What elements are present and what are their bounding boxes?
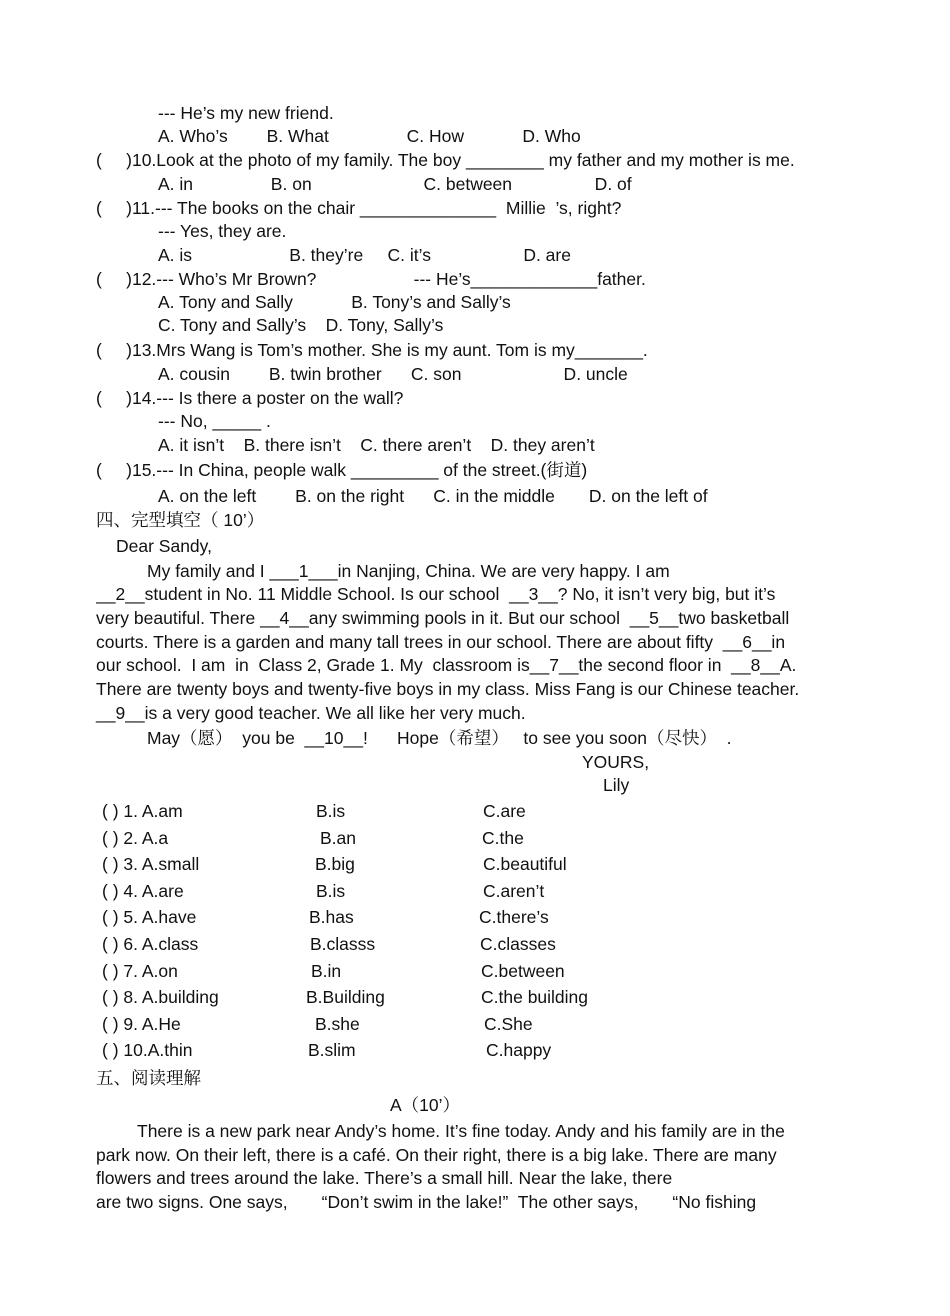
option-b: B.she xyxy=(315,1013,360,1034)
cloze-line-1: My family and I ___1___in Nanjing, China. We are very happy. I am xyxy=(147,561,670,581)
passage-title: A（10’） xyxy=(390,1095,461,1115)
q14-options: A. it isn’t B. there isn’t C. there aren’t D. they aren’t xyxy=(158,435,595,455)
option-c: C.beautiful xyxy=(483,854,567,875)
q14-reply: --- No, _____ . xyxy=(158,411,271,431)
option-c: C.She xyxy=(484,1013,533,1034)
passage-line-2: park now. On their left, there is a café. On their right, there is a big lake. There are many xyxy=(96,1145,777,1165)
option-a: ( ) 9. A.He xyxy=(102,1013,181,1034)
cloze-line-7: __9__is a very good teacher. We all like her very much. xyxy=(96,703,526,723)
option-b: B.big xyxy=(315,854,355,875)
option-a: ( ) 10.A.thin xyxy=(102,1040,193,1061)
option-a: ( ) 2. A.a xyxy=(102,827,169,848)
q11-reply: --- Yes, they are. xyxy=(158,221,287,241)
option-a: ( ) 5. A.have xyxy=(102,907,197,928)
passage-line-3: flowers and trees around the lake. There’s a small hill. Near the lake, there xyxy=(96,1168,673,1188)
option-b: B.is xyxy=(316,880,346,901)
option-b: B.slim xyxy=(308,1040,356,1061)
letter-closing: YOURS, xyxy=(582,752,650,772)
option-b: B.is xyxy=(316,801,346,821)
cloze-line-4: courts. There is a garden and many tall trees in our school. There are about fifty __6__in xyxy=(96,632,786,652)
option-c: C.between xyxy=(481,960,565,981)
q12-question: ( )12.--- Who’s Mr Brown? --- He’s_____________father. xyxy=(96,269,646,289)
option-c: C.classes xyxy=(480,933,556,954)
cloze-line-2: __2__student in No. 11 Middle School. Is our school __3__? No, it isn’t very big, but it’s xyxy=(96,584,776,604)
letter-greeting: Dear Sandy, xyxy=(116,536,212,556)
q12-options-1: A. Tony and Sally B. Tony’s and Sally’s xyxy=(158,292,511,312)
option-a: ( ) 3. A.small xyxy=(102,854,200,875)
option-c: C.aren’t xyxy=(483,880,545,901)
option-b: B.an xyxy=(320,827,356,848)
passage-line-1: There is a new park near Andy’s home. It’s fine today. Andy and his family are in the xyxy=(137,1121,785,1141)
q13-options: A. cousin B. twin brother C. son D. uncle xyxy=(158,364,628,384)
letter-signature: Lily xyxy=(603,775,630,795)
option-c: C.there’s xyxy=(479,907,549,928)
q15-options: A. on the left B. on the right C. in the middle D. on the left of xyxy=(158,486,708,506)
q15-question: ( )15.--- In China, people walk _________ of the street.(街道) xyxy=(96,460,588,480)
q12-options-2: C. Tony and Sally’s D. Tony, Sally’s xyxy=(158,315,444,335)
cloze-line-5: our school. I am in Class 2, Grade 1. My classroom is__7__the second floor in __8__A. xyxy=(96,655,797,675)
cloze-line-8: May（愿） you be __10__! Hope（希望） to see you soon（尽快） . xyxy=(147,728,732,748)
q11-options: A. is B. they’re C. it’s D. are xyxy=(158,245,571,265)
option-c: C.the xyxy=(482,827,524,848)
option-a: ( ) 7. A.on xyxy=(102,960,178,981)
option-a: ( ) 1. A.am xyxy=(102,801,183,821)
option-c: C.the building xyxy=(481,987,589,1008)
q10-question: ( )10.Look at the photo of my family. The boy ________ my father and my mother is me. xyxy=(96,150,795,170)
option-c: C.happy xyxy=(486,1040,552,1061)
option-c: C.are xyxy=(483,801,526,821)
section5-heading: 五、阅读理解 xyxy=(96,1068,201,1088)
option-b: B.Building xyxy=(306,987,385,1008)
q9-options: A. Who’s B. What C. How D. Who xyxy=(158,126,581,146)
option-a: ( ) 8. A.building xyxy=(102,987,219,1008)
option-b: B.in xyxy=(311,960,342,981)
cloze-line-6: There are twenty boys and twenty-five boys in my class. Miss Fang is our Chinese teacher. xyxy=(96,679,800,699)
option-b: B.classs xyxy=(310,933,376,954)
option-b: B.has xyxy=(309,907,354,928)
cloze-line-3: very beautiful. There __4__any swimming pools in it. But our school __5__two basketball xyxy=(96,608,790,628)
q9-answer-line: --- He’s my new friend. xyxy=(158,103,334,123)
passage-line-4: are two signs. One says, “Don’t swim in the lake!” The other says, “No fishing xyxy=(96,1192,757,1212)
option-a: ( ) 6. A.class xyxy=(102,933,199,954)
q10-options: A. in B. on C. between D. of xyxy=(158,174,632,194)
q11-question: ( )11.--- The books on the chair ______________ Millie ’s, right? xyxy=(96,198,622,218)
section4-heading: 四、完型填空（ 10’） xyxy=(96,510,265,530)
q13-question: ( )13.Mrs Wang is Tom’s mother. She is my aunt. Tom is my_______. xyxy=(96,340,648,360)
option-a: ( ) 4. A.are xyxy=(102,880,184,901)
q14-question: ( )14.--- Is there a poster on the wall? xyxy=(96,388,404,408)
